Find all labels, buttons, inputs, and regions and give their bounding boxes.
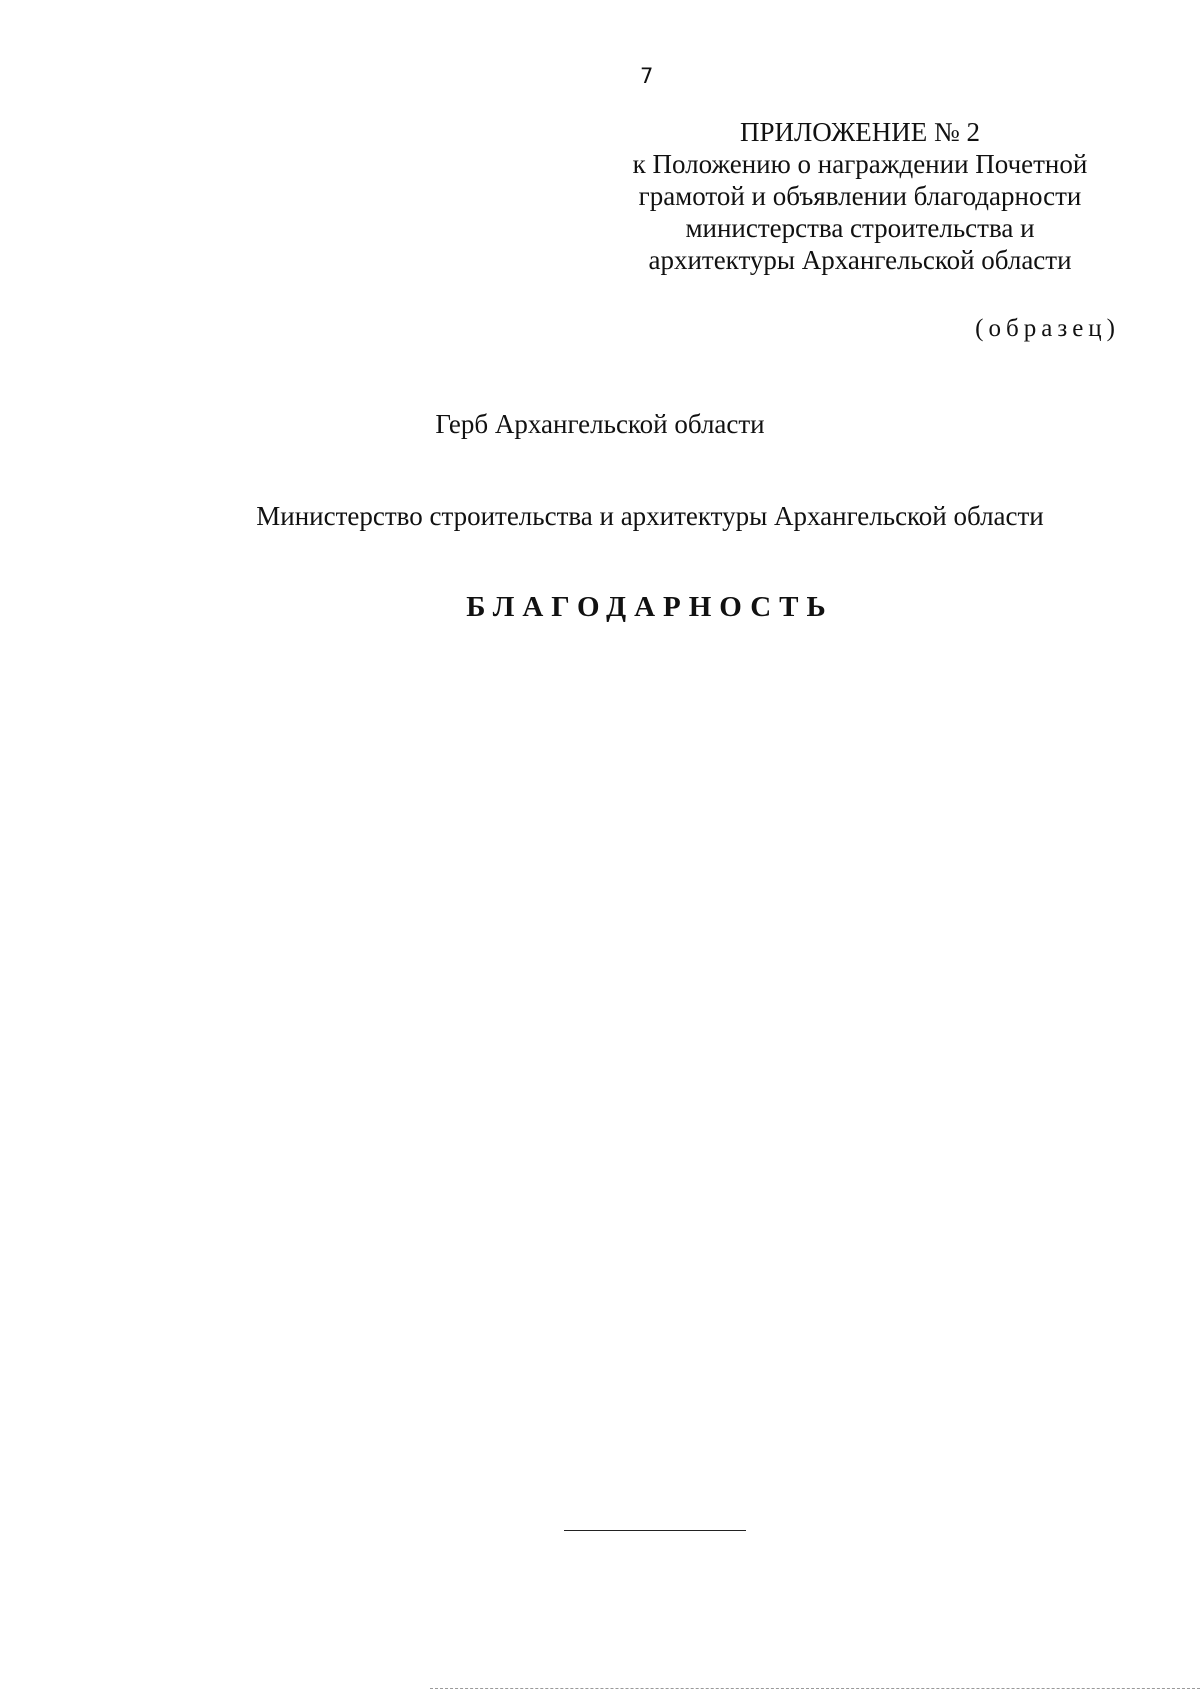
- sample-label: (образец): [975, 315, 1120, 342]
- scan-edge-divider: [430, 1688, 1200, 1689]
- appendix-header: [600, 116, 1120, 276]
- appendix-line-1: к Положению о награждении Почетной: [632, 149, 1088, 179]
- page-number: 7: [640, 64, 654, 88]
- ministry-name: Министерство строительства и архитектуры Архангельской области: [256, 501, 1044, 531]
- appendix-line-2: грамотой и объявлении благодарности: [638, 181, 1082, 211]
- appendix-line-4: архитектуры Архангельской области: [648, 245, 1072, 275]
- appendix-title: ПРИЛОЖЕНИЕ № 2: [739, 117, 981, 147]
- signature-line: [564, 1530, 746, 1531]
- appendix-line-3: министерства строительства и: [685, 213, 1035, 243]
- document-title: БЛАГОДАРНОСТЬ: [466, 591, 834, 623]
- emblem-caption: Герб Архангельской области: [435, 409, 765, 439]
